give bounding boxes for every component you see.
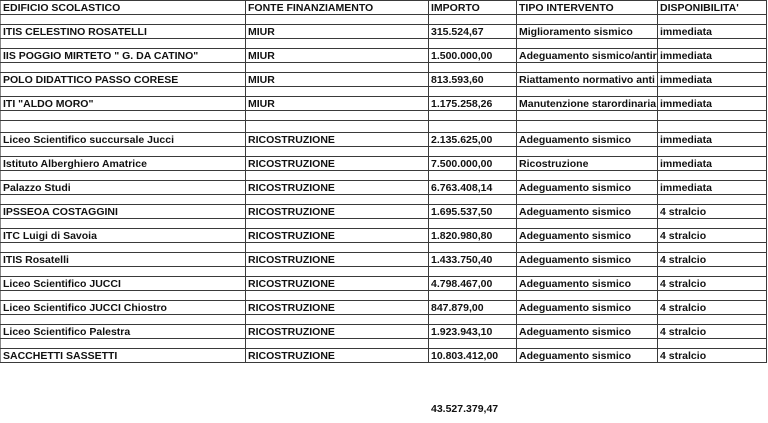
cell-importo[interactable]: 4.798.467,00 [429,277,517,291]
header-row [1,1,767,15]
empty-cell[interactable] [658,171,767,181]
cell-edificio[interactable]: ITC Luigi di Savoia [1,229,246,243]
empty-cell[interactable] [658,147,767,157]
cell-importo[interactable]: 847.879,00 [429,301,517,315]
cell-disponibilita[interactable]: 4 stralcio [658,349,767,363]
empty-cell[interactable] [1,195,246,205]
header-disponibilita[interactable]: DISPONIBILITA' [658,1,767,15]
cell-tipo[interactable]: Adeguamento sismico [517,325,658,339]
empty-cell[interactable] [246,243,429,253]
empty-cell[interactable] [246,39,429,49]
empty-cell[interactable] [429,291,517,301]
cell-edificio[interactable]: IIS POGGIO MIRTETO " G. DA CATINO" [1,49,246,63]
empty-cell[interactable] [658,219,767,229]
empty-cell[interactable] [658,243,767,253]
empty-cell[interactable] [1,243,246,253]
cell-disponibilita[interactable]: immediata [658,157,767,171]
cell-tipo[interactable]: Miglioramento sismico [517,25,658,39]
empty-cell[interactable] [429,339,517,349]
empty-cell[interactable] [1,315,246,325]
empty-cell[interactable] [1,15,246,25]
empty-cell[interactable] [429,147,517,157]
cell-importo[interactable]: 1.695.537,50 [429,205,517,219]
header-edificio[interactable]: EDIFICIO SCOLASTICO [1,1,246,15]
cell-fonte[interactable]: RICOSTRUZIONE [246,133,429,147]
cell-disponibilita[interactable]: immediata [658,73,767,87]
cell-edificio[interactable]: IPSSEOA COSTAGGINI [1,205,246,219]
cell-tipo[interactable]: Adeguamento sismico [517,301,658,315]
cell-importo[interactable]: 1.820.980,80 [429,229,517,243]
empty-cell[interactable] [246,147,429,157]
empty-cell[interactable] [246,111,429,121]
cell-importo[interactable]: 1.175.258,26 [429,97,517,111]
cell-tipo[interactable]: Riattamento normativo anti [517,73,658,87]
cell-edificio[interactable]: ITIS Rosatelli [1,253,246,267]
cell-fonte[interactable]: MIUR [246,25,429,39]
table-row [1,277,767,291]
table-row [1,157,767,171]
cell-importo[interactable]: 315.524,67 [429,25,517,39]
cell-importo[interactable]: 813.593,60 [429,73,517,87]
empty-cell[interactable] [429,121,517,133]
empty-cell[interactable] [658,267,767,277]
table-row [1,181,767,195]
empty-cell[interactable] [658,195,767,205]
cell-edificio[interactable]: ITIS CELESTINO ROSATELLI [1,25,246,39]
cell-disponibilita[interactable]: 4 stralcio [658,229,767,243]
cell-fonte[interactable]: MIUR [246,49,429,63]
empty-cell[interactable] [1,87,246,97]
cell-tipo[interactable]: Adeguamento sismico [517,229,658,243]
empty-cell[interactable] [658,121,767,133]
empty-row [1,87,767,97]
empty-cell[interactable] [429,219,517,229]
table-row [1,25,767,39]
empty-cell[interactable] [1,39,246,49]
empty-row [1,15,767,25]
empty-cell[interactable] [246,121,429,133]
cell-tipo[interactable]: Adeguamento sismico [517,349,658,363]
empty-cell[interactable] [517,291,658,301]
cell-disponibilita[interactable]: immediata [658,181,767,195]
empty-cell[interactable] [517,219,658,229]
empty-cell[interactable] [1,121,246,133]
table-row [1,349,767,363]
cell-tipo[interactable]: Adeguamento sismico [517,181,658,195]
empty-row [1,195,767,205]
cell-edificio[interactable]: Liceo Scientifico JUCCI Chiostro [1,301,246,315]
empty-cell[interactable] [658,315,767,325]
empty-cell[interactable] [429,243,517,253]
empty-cell[interactable] [1,111,246,121]
cell-fonte[interactable]: RICOSTRUZIONE [246,325,429,339]
empty-cell[interactable] [517,147,658,157]
cell-fonte[interactable]: RICOSTRUZIONE [246,349,429,363]
table-row [1,301,767,315]
empty-cell[interactable] [517,243,658,253]
empty-cell[interactable] [246,15,429,25]
empty-cell[interactable] [1,291,246,301]
cell-disponibilita[interactable]: 4 stralcio [658,277,767,291]
table-row [1,133,767,147]
empty-cell[interactable] [517,339,658,349]
empty-cell[interactable] [517,171,658,181]
empty-cell[interactable] [429,171,517,181]
empty-row [1,63,767,73]
empty-row [1,39,767,49]
cell-importo[interactable]: 10.803.412,00 [429,349,517,363]
empty-cell[interactable] [658,339,767,349]
cell-importo[interactable]: 7.500.000,00 [429,157,517,171]
header-tipo[interactable]: TIPO INTERVENTO [517,1,658,15]
table-row [1,49,767,63]
empty-row [1,291,767,301]
cell-importo[interactable]: 1.500.000,00 [429,49,517,63]
cell-fonte[interactable]: RICOSTRUZIONE [246,229,429,243]
cell-fonte[interactable]: RICOSTRUZIONE [246,157,429,171]
empty-cell[interactable] [246,291,429,301]
cell-edificio[interactable]: POLO DIDATTICO PASSO CORESE [1,73,246,87]
cell-disponibilita[interactable]: immediata [658,49,767,63]
empty-cell[interactable] [246,339,429,349]
cell-fonte[interactable]: RICOSTRUZIONE [246,277,429,291]
empty-cell[interactable] [1,267,246,277]
cell-edificio[interactable]: Palazzo Studi [1,181,246,195]
cell-fonte[interactable]: RICOSTRUZIONE [246,253,429,267]
header-importo[interactable]: IMPORTO [429,1,517,15]
empty-cell[interactable] [658,111,767,121]
cell-tipo[interactable]: Ricostruzione [517,157,658,171]
cell-edificio[interactable]: Liceo Scientifico Palestra [1,325,246,339]
empty-row [1,147,767,157]
cell-fonte[interactable]: RICOSTRUZIONE [246,301,429,315]
cell-edificio[interactable]: Liceo Scientifico succursale Jucci [1,133,246,147]
cell-tipo[interactable]: Adeguamento sismico [517,205,658,219]
empty-cell[interactable] [658,63,767,73]
empty-cell[interactable] [517,111,658,121]
table-row [1,97,767,111]
table-row [1,253,767,267]
empty-cell[interactable] [246,87,429,97]
empty-cell[interactable] [517,39,658,49]
cell-edificio[interactable]: Liceo Scientifico JUCCI [1,277,246,291]
cell-importo[interactable]: 6.763.408,14 [429,181,517,195]
empty-cell[interactable] [517,15,658,25]
empty-cell[interactable] [1,219,246,229]
empty-cell[interactable] [658,291,767,301]
empty-cell[interactable] [246,195,429,205]
cell-importo[interactable]: 2.135.625,00 [429,133,517,147]
empty-cell[interactable] [246,63,429,73]
empty-cell[interactable] [429,15,517,25]
empty-row [1,111,767,121]
empty-cell[interactable] [517,87,658,97]
empty-cell[interactable] [429,267,517,277]
empty-cell[interactable] [658,87,767,97]
empty-cell[interactable] [517,195,658,205]
empty-cell[interactable] [517,121,658,133]
empty-cell[interactable] [246,267,429,277]
cell-fonte[interactable]: MIUR [246,97,429,111]
empty-cell[interactable] [1,339,246,349]
table-row [1,229,767,243]
empty-cell[interactable] [517,315,658,325]
cell-disponibilita[interactable]: 4 stralcio [658,325,767,339]
empty-row [1,243,767,253]
empty-row [1,219,767,229]
cell-edificio[interactable]: SACCHETTI SASSETTI [1,349,246,363]
empty-cell[interactable] [246,171,429,181]
cell-tipo[interactable]: Adeguamento sismico/antir [517,49,658,63]
empty-cell[interactable] [658,15,767,25]
empty-cell[interactable] [429,87,517,97]
cell-disponibilita[interactable]: immediata [658,25,767,39]
cell-disponibilita[interactable]: 4 stralcio [658,205,767,219]
empty-cell[interactable] [1,63,246,73]
empty-cell[interactable] [429,195,517,205]
cell-tipo[interactable]: Adeguamento sismico [517,133,658,147]
empty-cell[interactable] [517,267,658,277]
cell-disponibilita[interactable]: immediata [658,97,767,111]
empty-cell[interactable] [517,63,658,73]
cell-fonte[interactable]: RICOSTRUZIONE [246,205,429,219]
empty-row [1,171,767,181]
header-fonte[interactable]: FONTE FINANZIAMENTO [246,1,429,15]
table-row [1,325,767,339]
empty-cell[interactable] [429,315,517,325]
empty-cell[interactable] [246,315,429,325]
empty-cell[interactable] [1,171,246,181]
empty-cell[interactable] [1,147,246,157]
empty-row [1,339,767,349]
empty-cell[interactable] [658,39,767,49]
empty-row [1,315,767,325]
empty-cell[interactable] [246,219,429,229]
empty-cell[interactable] [429,39,517,49]
empty-cell[interactable] [429,63,517,73]
cell-disponibilita[interactable]: immediata [658,133,767,147]
empty-row [1,267,767,277]
total-importo[interactable]: 43.527.379,47 [431,403,499,415]
cell-tipo[interactable]: Adeguamento sismico [517,253,658,267]
cell-importo[interactable]: 1.923.943,10 [429,325,517,339]
cell-disponibilita[interactable]: 4 stralcio [658,301,767,315]
table-row [1,205,767,219]
cell-edificio[interactable]: ITI "ALDO MORO" [1,97,246,111]
cell-fonte[interactable]: MIUR [246,73,429,87]
empty-cell[interactable] [429,111,517,121]
cell-tipo[interactable]: Adeguamento sismico [517,277,658,291]
cell-disponibilita[interactable]: 4 stralcio [658,253,767,267]
table-row [1,73,767,87]
cell-tipo[interactable]: Manutenzione starordinaria [517,97,658,111]
cell-importo[interactable]: 1.433.750,40 [429,253,517,267]
cell-edificio[interactable]: Istituto Alberghiero Amatrice [1,157,246,171]
cell-fonte[interactable]: RICOSTRUZIONE [246,181,429,195]
empty-row [1,121,767,133]
